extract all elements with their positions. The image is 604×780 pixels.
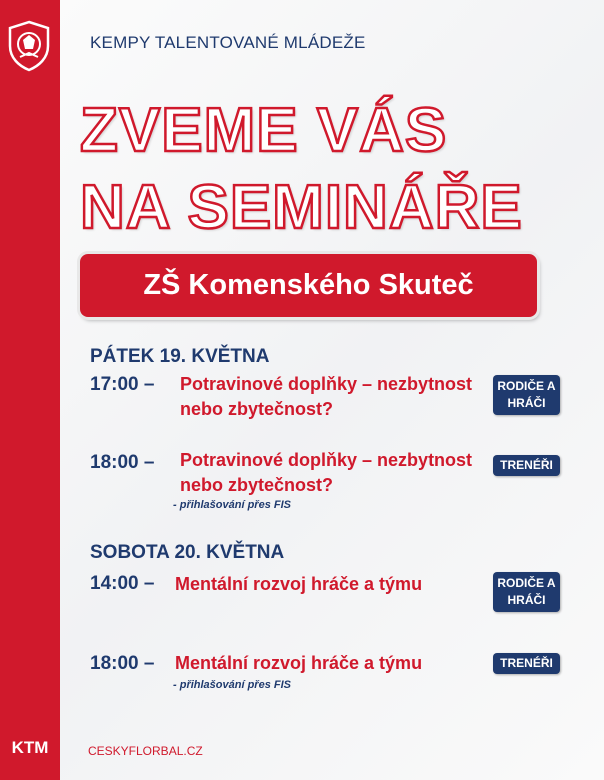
venue-banner bbox=[80, 254, 537, 317]
registration-note: - přihlašování přes FIS bbox=[173, 499, 291, 511]
website-link[interactable]: CESKYFLORBAL.CZ bbox=[88, 744, 203, 758]
session-time: 18:00 – bbox=[90, 452, 155, 473]
audience-badge: RODIČE A HRÁČI bbox=[493, 572, 560, 612]
day-title-friday: PÁTEK 19. KVĚTNA bbox=[90, 346, 270, 367]
session-time: 18:00 – bbox=[90, 653, 155, 674]
czech-floorball-lion-shield-icon bbox=[6, 20, 52, 72]
session-topic: Potravinové doplňky – nezbytnost nebo zbytečnost? bbox=[180, 450, 473, 495]
red-sidebar bbox=[0, 0, 60, 780]
venue-name: ZŠ Komenského Skuteč bbox=[143, 269, 474, 301]
day-title-saturday: SOBOTA 20. KVĚTNA bbox=[90, 542, 285, 563]
audience-badge: TRENÉŘI bbox=[493, 653, 560, 674]
registration-note: - přihlašování přes FIS bbox=[173, 679, 291, 691]
session-topic: Potravinové doplňky – nezbytnost nebo zbytečnost? bbox=[180, 374, 473, 419]
headline-line-1: ZVEME VÁS bbox=[80, 96, 448, 165]
session-topic: Mentální rozvoj hráče a týmu bbox=[175, 653, 423, 673]
headline-line-2: NA SEMINÁŘE bbox=[80, 173, 523, 242]
session-time: 14:00 – bbox=[90, 573, 155, 594]
audience-badge: TRENÉŘI bbox=[493, 455, 560, 476]
supertitle: KEMPY TALENTOVANÉ MLÁDEŽE bbox=[90, 33, 366, 52]
poster-content bbox=[60, 0, 604, 780]
session-time: 17:00 – bbox=[90, 374, 155, 395]
ktm-label: KTM bbox=[11, 738, 49, 757]
audience-badge: RODIČE A HRÁČI bbox=[493, 375, 560, 415]
session-topic: Mentální rozvoj hráče a týmu bbox=[175, 574, 423, 594]
